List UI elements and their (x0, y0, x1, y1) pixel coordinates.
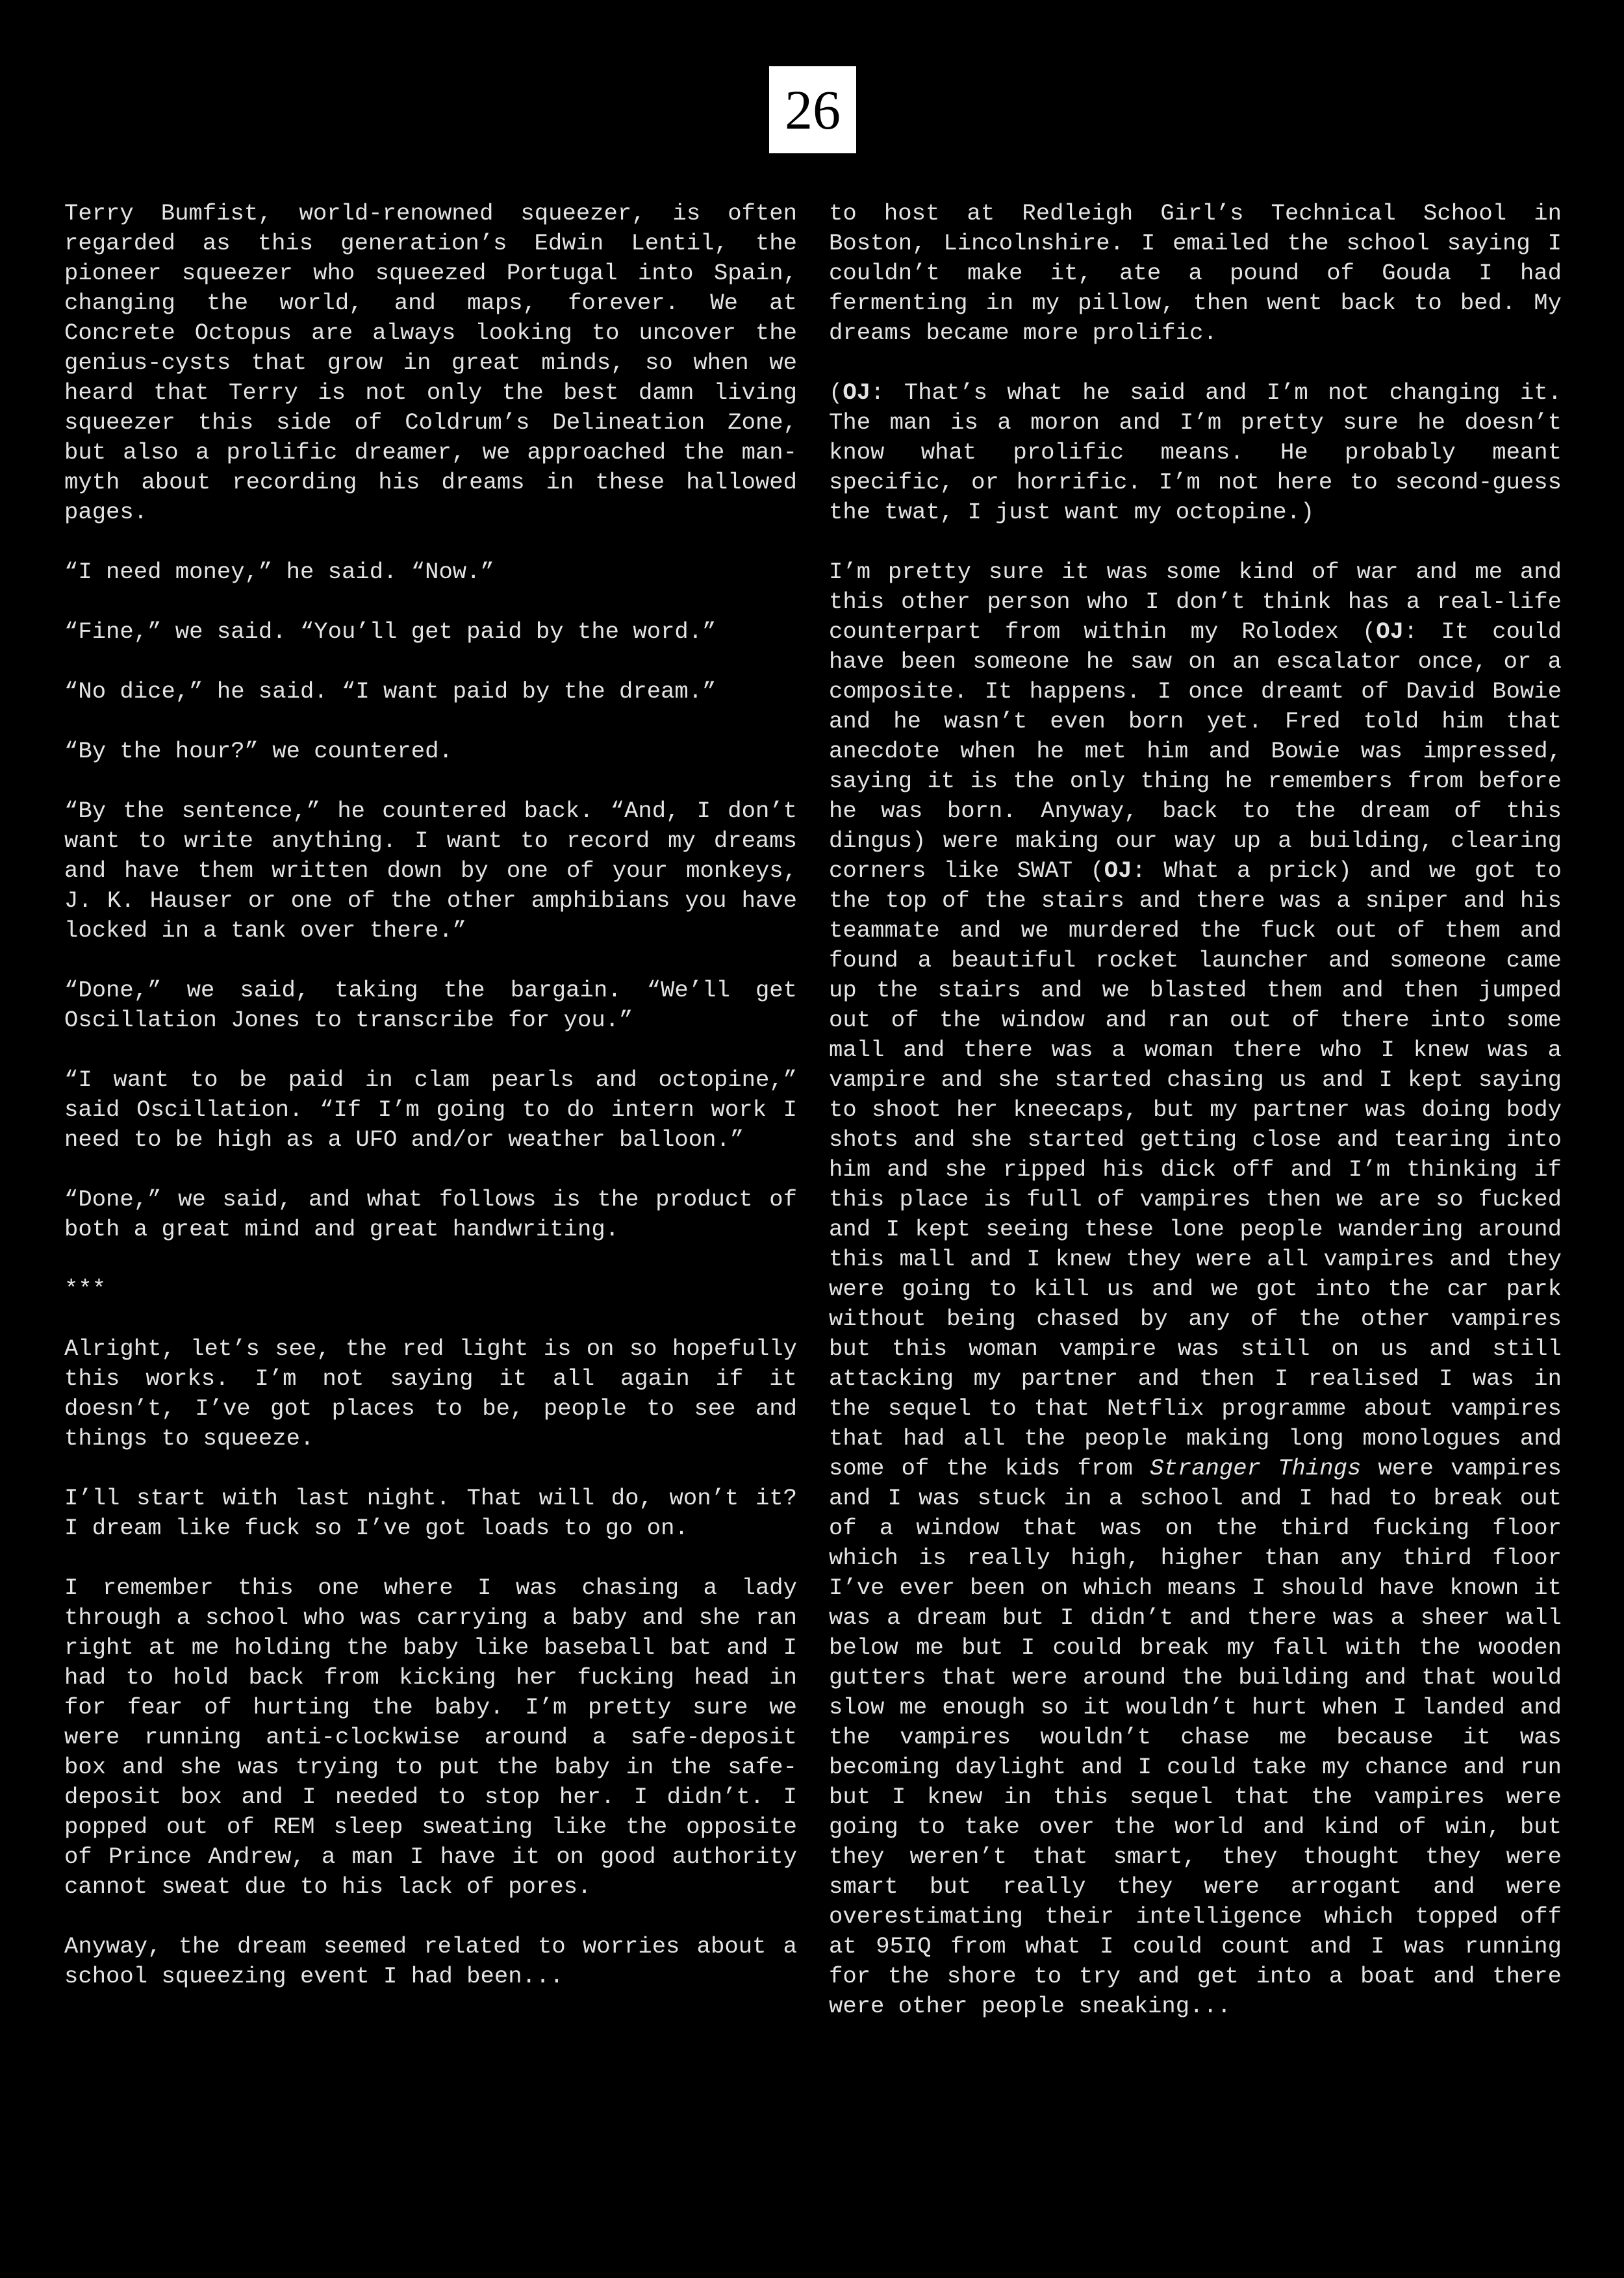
page-number (769, 66, 856, 153)
dream-paragraph (829, 557, 1562, 2021)
dialogue-paragraph: “Fine,” we said. “You’ll get paid by the word.” (64, 618, 717, 645)
dialogue-paragraph: “I want to be paid in clam pearls and octopine,” said Oscillation. “If I’m going to do intern work I need to be high as a UFO and/or weather balloon.” (64, 1067, 797, 1153)
body-paragraph: I remember this one where I was chasing a lady through a school who was carrying a baby and she ran right at me holding the baby like baseball bat and I had to hold back from kicking her fucking head in for fear of hurting the baby. I’m pretty sure we were running anti-clockwise around a safe-deposit box and she was trying to put the baby in the safe-deposit box and I needed to stop her. I didn’t. I popped out of REM sleep sweating like the opposite of Prince Andrew, a man I have it on good authority cannot sweat due to his lack of pores. (64, 1575, 797, 1900)
body-paragraph: Anyway, the dream seemed related to worries about a school squeezing event I had been... (64, 1933, 797, 1990)
body-paragraph: Alright, let’s see, the red light is on so hopefully this works. I’m not saying it all again if it doesn’t, I’ve got places to be, people to see and things to squeeze. (64, 1335, 797, 1452)
body-paragraph: to host at Redleigh Girl’s Technical School in Boston, Lincolnshire. I emailed the school saying I couldn’t make it, ate a pound of Gouda I had fermenting in my pillow, then went back to bed. My dreams became more prolific. (829, 200, 1562, 346)
note-text: : That’s what he said and I’m not changing it. The man is a moron and I’m pretty sure he doesn’t know what prolific means. He probably meant specific, or horrific. I’m not here to second-guess the twat, I just want my octopine.) (829, 379, 1562, 525)
left-column (64, 199, 797, 1992)
show-title: Stranger Things (1150, 1455, 1362, 1482)
dialogue-paragraph: “Done,” we said, taking the bargain. “We’ll get Oscillation Jones to transcribe for you.” (64, 977, 797, 1033)
dialogue-paragraph: “No dice,” he said. “I want paid by the dream.” (64, 678, 717, 705)
dialogue-paragraph: “Done,” we said, and what follows is the product of both a great mind and great handwriting. (64, 1186, 797, 1243)
section-separator: *** (64, 1276, 107, 1302)
intro-paragraph: Terry Bumfist, world-renowned squeezer, is often regarded as this generation’s Edwin Lentil, the pioneer squeezer who squeezed Portugal into Spain, changing the world, and maps, forever. We at Concrete Octopus are always looking to uncover the genius-cysts that grow in great minds, so when we heard that Terry is not only the best damn living squeezer this side of Coldrum’s Delineation Zone, but also a prolific dreamer, we approached the man-myth about recording his dreams in these hallowed pages. (64, 200, 797, 525)
dialogue-paragraph: “By the hour?” we countered. (64, 738, 453, 765)
right-column (829, 199, 1562, 2021)
page-number-text: 26 (785, 79, 841, 141)
body-paragraph: I’ll start with last night. That will do, won’t it? I dream like fuck so I’ve got loads to go on. (64, 1485, 797, 1541)
dream-text-a: I’m pretty sure it was some kind of war and me and this other person who I don’t think has a real-life counterpart from within my Rolodex ( (829, 559, 1562, 645)
oj-tag: OJ (843, 379, 871, 406)
dialogue-paragraph: “By the sentence,” he countered back. “And, I don’t want to write anything. I want to record my dreams and have them written down by one of your monkeys, J. K. Hauser or one of the other amphibians you have locked in a tank over there.” (64, 798, 797, 944)
dream-text-d: were vampires and I was stuck in a school and I had to break out of a window that was on the third fucking floor which is really high, higher than any third floor I’ve ever been on which means I should have known it was a dream but I didn’t and there was a sheer wall below me but I could break my fall with the wooden gutters that were around the building and that would slow me enough so it wouldn’t hurt when I landed and the vampires wouldn’t chase me because it was becoming daylight and I could take my chance and run but I knew in this sequel that the vampires were going to take over the world and kind of win, but they weren’t that smart, they thought they were smart but really they were arrogant and were overestimating their intelligence which topped off at 95IQ from what I could count and I was running for the shore to try and get into a boat and there were other people sneaking... (829, 1455, 1562, 2019)
dream-text-c: : What a prick) and we got to the top of the stairs and there was a sniper and his teammate and we murdered the fuck out of them and found a beautiful rocket launcher and someone came up the stairs and we blasted them and then jumped out of the window and ran out of there into some mall and there was a woman there who I knew was a vampire and she started chasing us and I kept saying to shoot her kneecaps, but my partner was doing body shots and she started getting close and tearing into him and she ripped his dick off and I’m thinking if this place is full of vampires then we are so fucked and I kept seeing these lone people wandering around this mall and I knew they were all vampires and they were going to kill us and we got into the car park without being chased by any of the other vampires but this woman vampire was still on us and still attacking my partner and then I realised I was in the sequel to that Netflix programme about vampires that had all the people making long monologues and some of the kids from (829, 857, 1562, 1482)
dream-text-b: : It could have been someone he saw on an escalator once, or a composite. It happens. I once dreamt of David Bowie and he wasn’t even born yet. Fred told him that anecdote when he met him and Bowie was impressed, saying it is the only thing he remembers from before he was born. Anyway, back to the dream of this dingus) were making our way up a building, clearing corners like SWAT ( (829, 618, 1562, 884)
editor-note-paragraph (829, 378, 1562, 527)
dialogue-paragraph: “I need money,” he said. “Now.” (64, 559, 494, 585)
oj-tag: OJ (1376, 618, 1404, 645)
note-open-paren: ( (829, 379, 843, 406)
oj-tag: OJ (1104, 857, 1132, 884)
